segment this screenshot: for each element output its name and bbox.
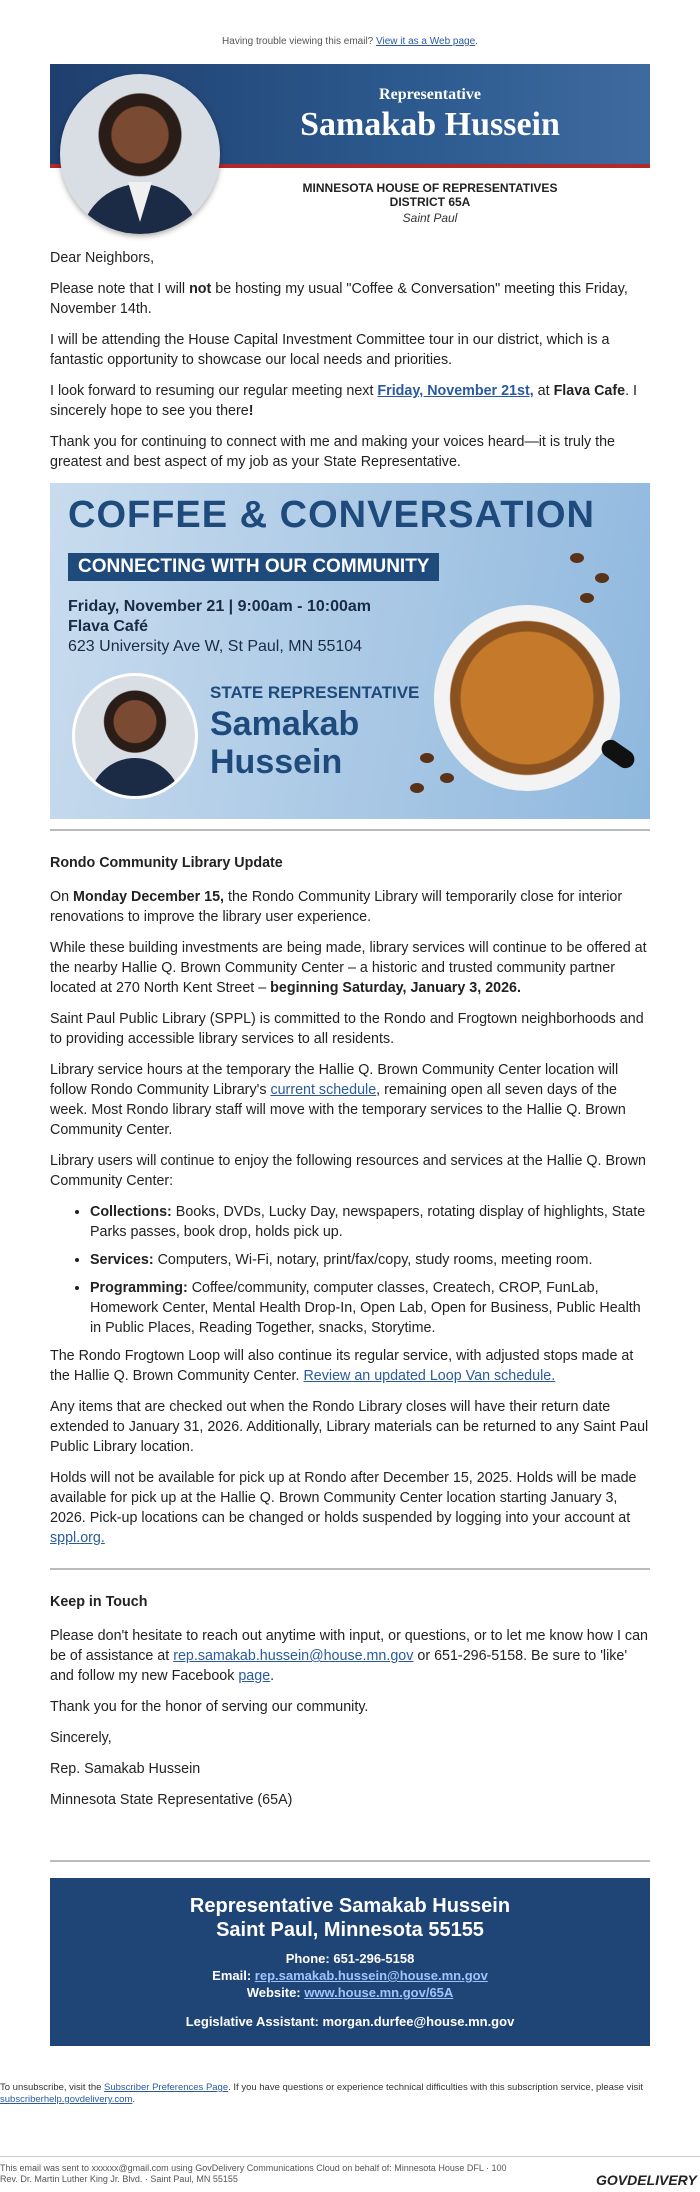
banner-address: 623 University Ave W, St Paul, MN 55104 <box>68 638 363 655</box>
coffee-bean-icon <box>410 783 424 793</box>
loop-van-schedule-link[interactable]: Review an updated Loop Van schedule. <box>303 1368 556 1384</box>
library-paragraph-3: Saint Paul Public Library (SPPL) is committed to the Rondo and Frogtown neighborhoods and to providing accessible library services to all residents. <box>50 1011 644 1047</box>
banner-state-rep-label: STATE REPRESENTATIVE <box>210 683 420 702</box>
representative-photo <box>60 74 220 234</box>
view-web-page-link[interactable]: View it as a Web page <box>376 36 476 47</box>
section-divider <box>50 1568 650 1570</box>
coffee-bean-icon <box>440 773 454 783</box>
header-house: MINNESOTA HOUSE OF REPRESENTATIVES DISTRICT 65A <box>302 181 558 209</box>
intro-paragraph-1: Please note that I will not be hosting my usual "Coffee & Conversation" meeting this Friday, November 14th. <box>50 281 628 317</box>
signature-title: Minnesota State Representative (65A) <box>50 1792 293 1808</box>
footer-city: Saint Paul, Minnesota 55155 <box>216 1919 484 1941</box>
intro-paragraph-4: Thank you for continuing to connect with me and making your voices heard—it is truly the greatest and best aspect of my job as your State Representative. <box>50 434 616 470</box>
email-link[interactable]: rep.samakab.hussein@house.mn.gov <box>173 1648 414 1664</box>
coffee-bean-icon <box>570 553 584 563</box>
keep-in-touch-heading: Keep in Touch <box>50 1594 148 1610</box>
banner-title: COFFEE & CONVERSATION <box>68 494 595 536</box>
sender-info: This email was sent to xxxxxx@gmail.com using GovDelivery Communications Cloud on behalf of: Minnesota House DFL · 100 Rev. Dr. Martin Luther King Jr. Blvd. · Saint Paul, MN 55155 <box>0 2156 700 2185</box>
friday-november-21-link[interactable]: Friday, November 21st, <box>377 383 534 399</box>
library-paragraph-2: While these building investments are being made, library services will continue to be offered at the nearby Hallie Q. Brown Community Center – a historic and trusted community partner located at 270 North Kent Street – beginning Saturday, January 3, 2026. <box>50 940 647 996</box>
coffee-conversation-banner <box>50 483 650 819</box>
coffee-cup-icon <box>434 605 620 791</box>
sppl-link[interactable]: sppl.org. <box>50 1530 105 1546</box>
intro-paragraph-3: I look forward to resuming our regular meeting next Friday, November 21st, at Flava Cafe. I sincerely hope to see you there! <box>50 383 638 419</box>
footer-legislative-assistant: Legislative Assistant: morgan.durfee@house.mn.gov <box>185 2014 515 2029</box>
footer-email: Email: rep.samakab.hussein@house.mn.gov <box>212 1968 488 1983</box>
coffee-bean-icon <box>580 593 594 603</box>
email-body <box>50 248 650 1821</box>
footer-email-link[interactable]: rep.samakab.hussein@house.mn.gov <box>254 1968 488 1983</box>
banner-subtitle: CONNECTING WITH OUR COMMUNITY <box>68 553 439 581</box>
section-divider <box>50 829 650 831</box>
banner-representative-photo <box>72 673 198 799</box>
list-item: • Programming: Coffee/community, computer classes, Createch, CROP, FunLab, Homework Center, Mental Health Drop-In, Open Lab, Open for Business, Public Health in Public Places, Reading Together, snacks, Storytime. <box>90 1278 650 1338</box>
facebook-page-link[interactable]: page <box>238 1668 271 1684</box>
coffee-bean-icon <box>420 753 434 763</box>
keep-paragraph-1: Please don't hesitate to reach out anytime with input, or questions, or to let me know how I can be of assistance at rep.samakab.hussein@house.mn.gov or 651-296-5158. Be sure to 'like' and follow my new Facebook page. <box>50 1628 648 1684</box>
footer-phone: Phone: 651-296-5158 <box>285 1951 415 1966</box>
contact-footer <box>50 1878 650 2046</box>
header-city: Saint Paul <box>402 211 458 225</box>
intro-paragraph-2: I will be attending the House Capital Investment Committee tour in our district, which is a fantastic opportunity to showcase our local needs and priorities. <box>50 332 610 368</box>
email-header <box>50 64 650 264</box>
subscriber-help-link[interactable]: subscriberhelp.govdelivery.com <box>0 2094 133 2105</box>
govdelivery-logo: GOVDELIVERY <box>596 2172 697 2188</box>
view-online-bar: Having trouble viewing this email? View it as a Web page. <box>222 36 478 47</box>
subscriber-preferences-link[interactable]: Subscriber Preferences Page <box>104 2082 229 2093</box>
banner-date: Friday, November 21 | 9:00am - 10:00am <box>68 598 371 615</box>
cup-handle-icon <box>598 736 638 771</box>
library-paragraph-6: The Rondo Frogtown Loop will also continue its regular service, with adjusted stops made at the Hallie Q. Brown Community Center. Review an updated Loop Van schedule. <box>50 1348 634 1384</box>
signature-name: Rep. Samakab Hussein <box>50 1761 201 1777</box>
banner-venue: Flava Café <box>68 618 149 635</box>
library-paragraph-4: Library service hours at the temporary the Hallie Q. Brown Community Center location will follow Rondo Community Library's current schedule, remaining open all seven days of the week. Most Rondo library staff will move with the temporary services to the Hallie Q. Brown Community Center. <box>50 1062 626 1138</box>
header-representative-label: Representative <box>379 86 481 103</box>
header-name: Samakab Hussein <box>300 106 560 143</box>
footer-website: Website: www.house.mn.gov/65A <box>246 1985 454 2000</box>
sign-off: Sincerely, <box>50 1730 112 1746</box>
footer-divider <box>50 1860 650 1862</box>
library-paragraph-5: Library users will continue to enjoy the following resources and services at the Hallie Q. Brown Community Center: <box>50 1153 646 1189</box>
coffee-bean-icon <box>595 573 609 583</box>
library-heading: Rondo Community Library Update <box>50 855 283 871</box>
library-paragraph-1: On Monday December 15, the Rondo Community Library will temporarily close for interior renovations to improve the library user experience. <box>50 889 623 925</box>
current-schedule-link[interactable]: current schedule <box>270 1082 377 1098</box>
keep-paragraph-2: Thank you for the honor of serving our community. <box>50 1699 369 1715</box>
library-paragraph-8: Holds will not be available for pick up at Rondo after December 15, 2025. Holds will be made available for pick up at the Hallie Q. Brown Community Center location starting January 3, 2026. Pick-up locations can be changed or holds suspended by logging into your account at sppl.org. <box>50 1470 637 1546</box>
footer-name: Representative Samakab Hussein <box>189 1895 511 1917</box>
banner-last-name: Hussein <box>210 743 343 781</box>
list-item: • Collections: Books, DVDs, Lucky Day, newspapers, rotating display of highlights, State Parks passes, book drop, holds pick up. <box>90 1202 650 1242</box>
library-paragraph-7: Any items that are checked out when the Rondo Library closes will have their return date extended to January 31, 2026. Additionally, Library materials can be returned to any Saint Paul Public Library location. <box>50 1399 649 1455</box>
banner-first-name: Samakab <box>210 705 360 743</box>
unsubscribe-notice: To unsubscribe, visit the Subscriber Preferences Page. If you have questions or experience technical difficulties with this subscription service, please visit subscriberhelp.govdelivery.com. <box>0 2082 643 2105</box>
library-services-list <box>50 1202 650 1338</box>
list-item: • Services: Computers, Wi-Fi, notary, print/fax/copy, study rooms, meeting room. <box>90 1250 650 1270</box>
footer-website-link[interactable]: www.house.mn.gov/65A <box>304 1985 454 2000</box>
greeting: Dear Neighbors, <box>50 250 155 266</box>
